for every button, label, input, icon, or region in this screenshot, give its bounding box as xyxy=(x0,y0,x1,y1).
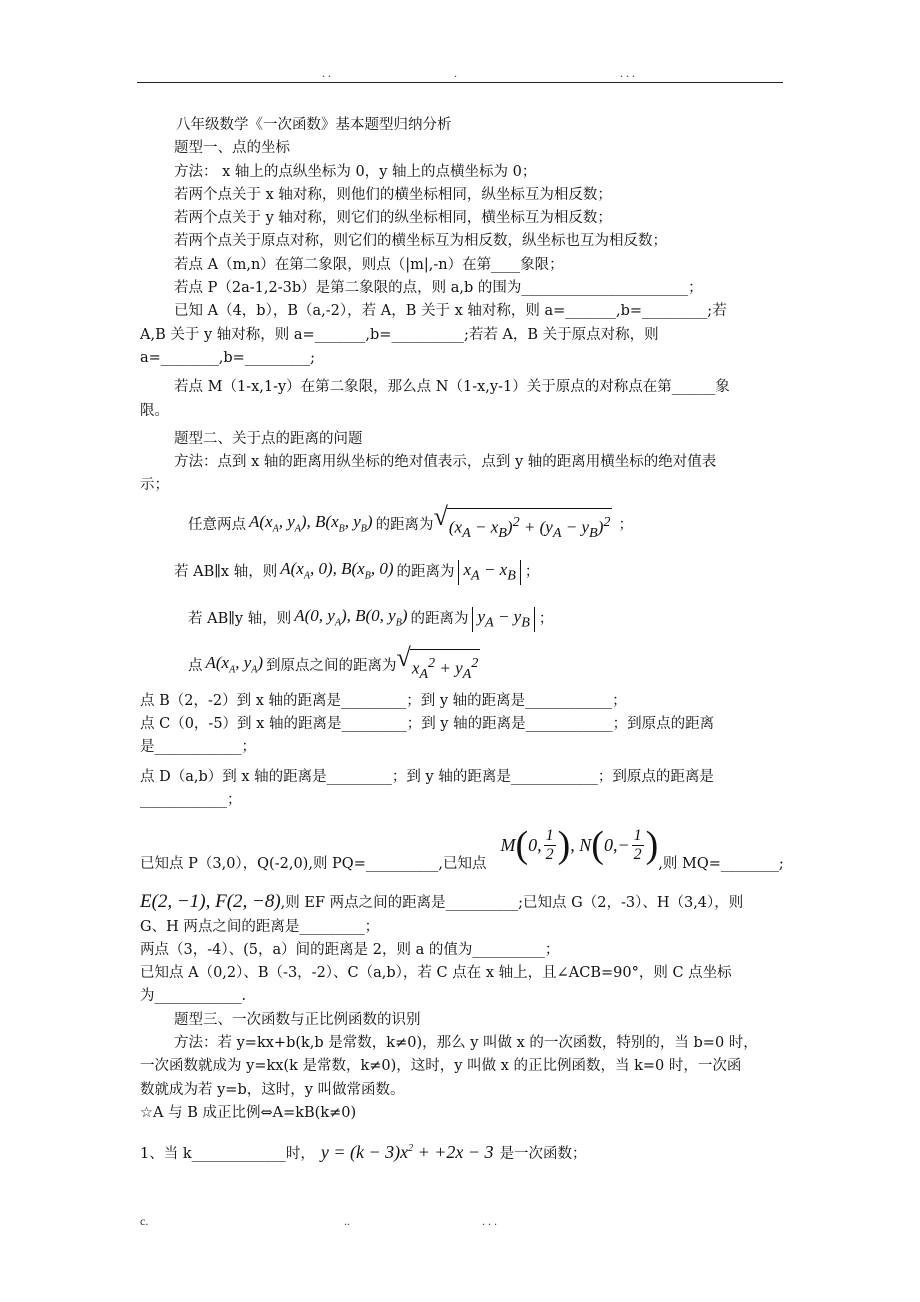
formula-origin-distance: 点 $A(x_A$, $y_A$) 到原点之间的距离为 √ $x_A^2 + y_A^2$ xyxy=(140,643,788,690)
section3-method-line3: 数就成为若 y=b，这时，y 叫做常函数。 xyxy=(140,1081,405,1098)
section1-heading: 题型一、点的坐标 xyxy=(174,140,290,157)
question-point-c-line2: 是____________； xyxy=(140,739,256,756)
formula-linear-function: $y = (k - 3)x^2 + +2x - 3$ xyxy=(320,1142,494,1163)
question-pq-mq: 已知点 P（3,0），Q(-2,0),则 PQ=__________,已知点 M ( 0, $\frac{1}{2}$ ) , N ( 0,− $\frac{1}{2}$ ) ,则 MQ=________; xyxy=(140,824,784,872)
formula-points-ab: $A(x_A$, $y_A$), $B(x_B$, $y_B$) xyxy=(249,511,373,535)
section2-method-line2: 示； xyxy=(140,477,169,494)
question-point-c2-line1: 已知点 A（0,2）、B（-3，-2）、C（a,b），若 C 点在 x 轴上，且∠ACB=90°，则 C 点坐标 xyxy=(140,965,732,982)
footer-mark-center: .. xyxy=(344,1214,350,1228)
document-title: 八年级数学《一次函数》基本题型归纳分析 xyxy=(176,117,452,133)
formula-ab-parallel-x: 若 AB∥x 轴，则 $A(x_A$, 0), $B(x_B$, 0) 的距离为 $x_A - x_B$ ； xyxy=(174,558,540,583)
section1-method: 方法： x 轴上的点纵坐标为 0，y 轴上的点横坐标为 0； xyxy=(174,163,537,180)
question-linear-function: 1、当 k_____________时， $y = (k - 3)x^2 + +2x - 3$ 是一次函数； xyxy=(140,1142,587,1163)
question-symmetry-line2: A,B 关于 y 轴对称，则 a=_______,b=__________;若若 A，B 关于原点对称，则 xyxy=(140,326,659,343)
formula-points-mn: M ( 0, $\frac{1}{2}$ ) , N ( 0,− $\frac{1}{2}$ ) xyxy=(500,824,659,867)
section3-heading: 题型三、一次函数与正比例函数的识别 xyxy=(174,1011,421,1028)
footer-mark-right: . . . xyxy=(482,1214,497,1228)
rule-origin: 若两个点关于原点对称，则它们的横坐标互为相反数，纵坐标也互为相反数； xyxy=(174,233,667,250)
question-symmetry-line3: a=________,b=_________; xyxy=(140,349,315,366)
footer-mark-left: c. xyxy=(140,1214,149,1228)
formula-distance-sqrt: √ $(x_A - x_B)^2 + (y_A - y_B)^2$ xyxy=(434,504,613,546)
proportion-note: ☆A 与 B 成正比例⇔A=kB(k≠0) xyxy=(140,1104,357,1121)
rule-y-axis: 若两个点关于 y 轴对称，则它们的纵坐标相同，横坐标互为相反数； xyxy=(174,210,612,227)
section2-method-line1: 方法：点到 x 轴的距离用纵坐标的绝对值表示，点到 y 轴的距离用横坐标的绝对值表 xyxy=(174,454,717,471)
question-symmetry-line1: 已知 A（4，b），B（a,-2），若 A，B 关于 x 轴对称，则 a=_______,b=_________;若 xyxy=(174,303,727,320)
question-range: 若点 P（2a-1,2-3b）是第二象限的点，则 a,b 的围为_______________________； xyxy=(174,280,703,297)
section3-method-line2: 一次函数就成为 y=kx(k 是常数，k≠0)，这时，y 叫做 x 的正比例函数，当 k=0 时，一次函 xyxy=(140,1058,742,1075)
formula-two-points: 任意两点 $A(x_A$, $y_A$), $B(x_B$, $y_B$) 的距离为 √ $(x_A - x_B)^2 + (y_A - y_B)^2$ ； xyxy=(140,502,788,549)
section3-method-line1: 方法：若 y=kx+b(k,b 是常数，k≠0)，那么 y 叫做 x 的一次函数，特别的，当 b=0 时， xyxy=(174,1035,758,1052)
rule-x-axis: 若两个点关于 x 轴对称，则他们的横坐标相同，纵坐标互为相反数； xyxy=(174,186,612,203)
question-point-b: 点 B（2，-2）到 x 轴的距离是_________；到 y 轴的距离是____________； xyxy=(140,692,627,709)
question-point-n-line2: 限。 xyxy=(140,402,169,419)
question-point-c-line1: 点 C（0，-5）到 x 轴的距离是_________；到 y 轴的距离是____________；到原点的距离 xyxy=(140,716,715,733)
question-gh: G、H 两点之间的距离是_________； xyxy=(140,918,380,935)
header-mark-left: . . xyxy=(322,66,331,80)
formula-points-ef: E(2, −1), F(2, −8) xyxy=(140,891,281,913)
formula-ab-parallel-y: 若 AB∥y 轴，则 A(0, $y_A$), B(0, $y_B$) 的距离为 $y_A - y_B$ ； xyxy=(188,605,554,630)
question-ef: E(2, −1), F(2, −8),则 EF 两点之间的距离是__________;已知点 G（2，-3）、H（3,4），则 xyxy=(140,891,744,913)
question-point-d-line2: ____________； xyxy=(140,791,242,808)
question-value-a: 两点（3，-4）、(5，a）间的距离是 2，则 a 的值为__________； xyxy=(140,941,560,958)
question-point-d-line1: 点 D（a,b）到 x 轴的距离是_________；到 y 轴的距离是____________；到原点的距离是 xyxy=(140,768,714,785)
section2-heading: 题型二、关于点的距离的问题 xyxy=(174,430,363,447)
question-point-c2-line2: 为____________. xyxy=(140,988,247,1005)
header-mark-center: . xyxy=(454,66,457,80)
question-point-n-line1: 若点 M（1-x,1-y）在第二象限，那么点 N（1-x,y-1）关于原点的对称点在第______象 xyxy=(174,379,730,396)
document-body xyxy=(140,114,788,1167)
question-quadrant: 若点 A（m,n）在第二象限，则点（|m|,-n）在第____象限； xyxy=(174,256,564,273)
header-mark-right: . . . xyxy=(620,66,635,80)
header-rule xyxy=(137,82,783,83)
